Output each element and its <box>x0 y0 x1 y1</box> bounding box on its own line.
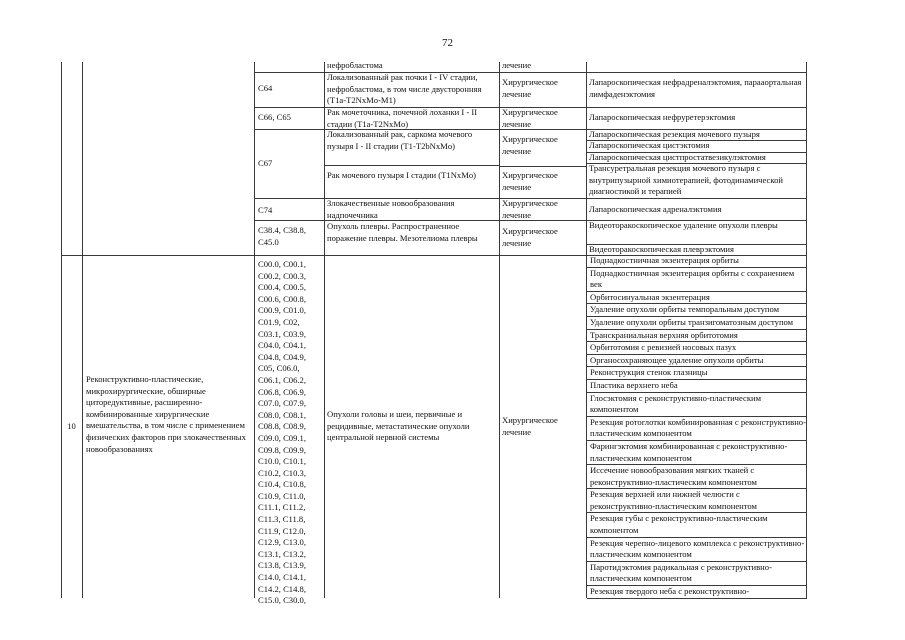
method-item: Удаление опухоли орбиты темпоральным доступом <box>587 304 807 317</box>
method-item: Орбитотомия с ревизией носовых пазух <box>587 342 807 355</box>
method-cell: Видеоторакоскопическая плеврэктомия <box>589 244 734 254</box>
patient-cell: Локализованный рак, саркома мочевого пузыря I - II стадии (T1-T2bNxMo) <box>327 129 473 151</box>
method-item: Поднадкостничная экзентерация орбиты с сохранением век <box>587 268 807 292</box>
grid-line <box>324 62 325 598</box>
method-cell: Лапароскопическая цистэктомия <box>589 140 710 150</box>
patient-cell: Локализованный рак почки I - IV стадии, нефробластома, в том числе двусторонняя (T1a-T2NxMo-M1) <box>327 72 482 106</box>
method-cell: Лапароскопическая адреналэктомия <box>589 204 722 214</box>
method-item: Фарингэктомия комбинированная с реконструктивно-пластическим компонентом <box>587 441 807 465</box>
method-cell: Лапароскопическая нефрадреналэктомия, парааортальная лимфаденэктомия <box>589 77 802 99</box>
codes-cell: C67 <box>258 158 273 168</box>
method-item: Иссечение новообразования мягких тканей с реконструктивно-пластическим компонентом <box>587 465 807 489</box>
method-item: Резекция верхней или нижней челюсти с реконструктивно-пластическим компонентом <box>587 489 807 513</box>
treatment-cell: Хирургическое лечение <box>502 77 558 99</box>
method-item: Резекция черепно-лицевого комплекса с реконструктивно-пластическим компонентом <box>587 538 807 562</box>
codes-cell: C74 <box>258 205 273 215</box>
method-cell: Трансуретральная резекция мочевого пузыря с внутрипузырной химиотерапией, фотодинамической диагностикой и терапией <box>589 163 783 197</box>
methods-list <box>587 255 807 599</box>
group-name: Реконструктивно-пластические, микрохирургические, обширные циторедуктивные, расширенно-комбинированные хирургические вмешательства, в том числе с применением физических факторов при злокачественных новообразованиях <box>86 374 246 454</box>
method-item: Резекция твердого неба с реконструктивно- <box>587 586 807 599</box>
treatment-cell: Хирургическое лечение <box>502 170 558 192</box>
method-cell: Лапароскопическая резекция мочевого пузыря <box>589 129 760 139</box>
medical-procedures-table <box>61 60 807 606</box>
row-divider <box>499 166 586 167</box>
method-item: Паротидэктомия радикальная с реконструктивно-пластическим компонентом <box>587 562 807 586</box>
method-cell: Лапароскопическая цистпростатвезикулэктомия <box>589 152 766 162</box>
patient-cell: Злокачественные новообразования надпочечника <box>327 198 455 220</box>
treatment-cell: Хирургическое лечение <box>502 415 558 437</box>
method-cell: Лапароскопическая нефруретерэктомия <box>589 112 736 122</box>
grid-line <box>254 62 255 598</box>
patient-cell: Опухоль плевры. Распространенное поражение плевры. Мезотелиома плевры <box>327 221 478 243</box>
method-item: Резекция губы с реконструктивно-пластическим компонентом <box>587 513 807 537</box>
patient-cell: нефробластома <box>327 60 383 70</box>
method-item: Реконструкция стенок глазницы <box>587 367 807 380</box>
patient-cell: Рак мочевого пузыря I стадии (T1NxMo) <box>327 170 477 180</box>
treatment-cell: лечение <box>502 60 532 70</box>
patient-cell: Опухоли головы и шеи, первичные и рецидивные, метастатические опухоли центральной нервной системы <box>327 409 470 443</box>
grid-line <box>82 62 83 598</box>
treatment-cell: Хирургическое лечение <box>502 107 558 129</box>
treatment-cell: Хирургическое лечение <box>502 226 558 248</box>
codes-cell: C00.0, C00.1, C00.2, C00.3, C00.4, C00.5, C00.6, C00.8, C00.9, C01.0, C01.9, C02, C03.1, C03.9, C04.0, C04.1, C04.8, C04.9, C05, C06.0, C06.1, C06.2, C06.8, C06.9, C07.0, C07.9, C08.0, C08.1, C08.8, C08.9, C09.0, C09.1, C09.8, C09.9, C10.0, C10.1, C10.2, C10.3, C10.4, C10.8, C10.9, C11.0, C11.1, C11.2, C11.3, C11.8, C11.9, C12.0, C12.9, C13.0, C13.1, C13.2, C13.8, C13.9, C14.0, C14.1, C14.2, C14.8, C15.0, C30.0, <box>258 259 306 606</box>
codes-cell: C38.4, C38.8, C45.0 <box>258 225 306 247</box>
method-item: Удаление опухоли орбиты транзигоматозным доступом <box>587 317 807 330</box>
group-number: 10 <box>67 421 76 431</box>
method-item: Резекция ротоглотки комбинированная с реконструктивно-пластическим компонентом <box>587 417 807 441</box>
codes-cell: C66, C65 <box>258 112 291 122</box>
treatment-cell: Хирургическое лечение <box>502 134 558 156</box>
method-cell: Видеоторакоскопическое удаление опухоли плевры <box>589 220 778 230</box>
method-item: Поднадкостничная экзентерация орбиты <box>587 255 807 268</box>
grid-line <box>61 62 62 598</box>
row-divider <box>324 165 499 166</box>
method-item: Транскраниальная верхняя орбитотомия <box>587 330 807 343</box>
grid-line <box>499 62 500 598</box>
patient-cell: Рак мочеточника, почечной лоханки I - II стадии (T1a-T2NxMo) <box>327 107 478 129</box>
codes-cell: C64 <box>258 83 273 93</box>
treatment-cell: Хирургическое лечение <box>502 198 558 220</box>
method-item: Пластика верхнего неба <box>587 380 807 393</box>
method-item: Глосэктомия с реконструктивно-пластическим компонентом <box>587 393 807 417</box>
method-item: Орбитосинуальная экзентерация <box>587 292 807 305</box>
page-number: 72 <box>442 37 453 49</box>
method-item: Органосохраняющее удаление опухоли орбиты <box>587 355 807 368</box>
